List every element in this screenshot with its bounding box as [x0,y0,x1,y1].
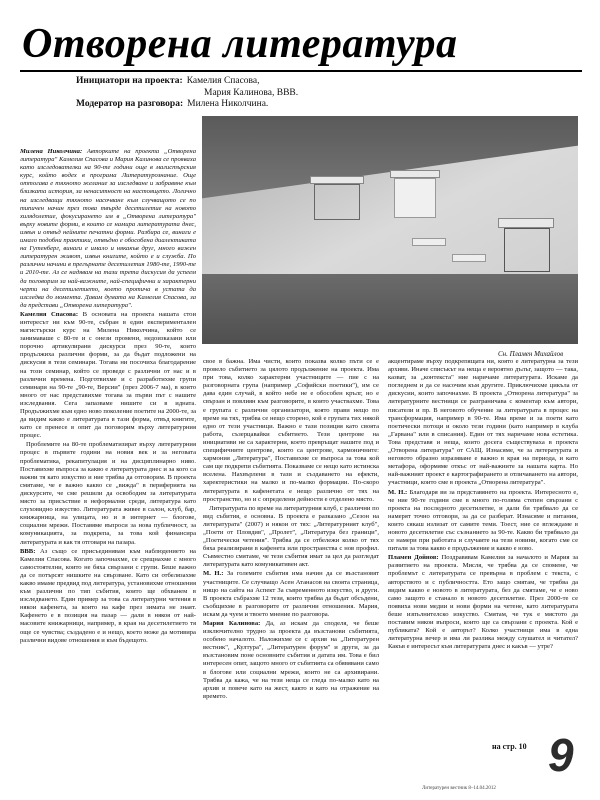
paragraph-text: За големите събития има начин да се възстановят участниците. Се случващо Асен Атанасов на своята страница, нищо на сайта на Аспект За съвременното изкуство, и други. В проекта събрахме 12 тези, които трябва да бъдат обсъдени, съобщихме в разговорите от различни отношения. Мария, искам да чуем и твоето мнение по разговора. [203,570,379,618]
booth-roof [498,218,554,228]
moderator-value: Милена Николчина. [187,99,269,109]
speaker-name: Камелия Спасова: [20,310,79,318]
paragraph [203,620,379,701]
moderator-row [76,99,376,111]
continued-link[interactable]: на стр. 10 [492,742,527,751]
booth-roof [390,170,440,178]
paragraph-text: Авторките на проекта „Отворена литература" Камелия Спасова и Мария Калинова се прояваха като изследователки на 90-те години още в магистърския курс, който водех в програма Литературознание. Още оттогава е тяхното желание за изследване и забравяне към близката история, за ненаситност на настоящето. Логично на изследващи тяхното насочване към случващото се по типичен начин през това твърде десетилетие на новото хилядолетие, фокусирането им в „Отворена литература" върху новите форми, в които се намира литературата днес, извън и отвъд нейните печатни форми. Разбира се, винаги е имало подобни практики, отвъдно е обособена диалектиката на Гутенберг, винаги е имало и някакъв друг, много важен литературен живот, извън книгите, който е и служба. По различни начини в прегърнате десетилетия 1980-те, 1990-те и 2010-те. Аз се надявам на тази трета дискусия да успеем да поговорим за най-важните, най-специфични и характерни черти на десетилетието, което протича в устата да изследва до момента. Давам думата на Камелия Спасова, за да представи „Отворена литература". [20,148,196,309]
credits-block [76,76,376,111]
paragraph [20,148,196,310]
page-title: Отворена литература [22,21,458,67]
paragraph: свое в бажна. Има чисти, които показва колко пъти се е провело събитието за цялото продължение на проекта. Има при това, колко характерни участниците — пиe с на разговорната група (например „Софийски поетики"), им се дава един случай, в който небе не е обособен крълг, но е свързан и повлиян към разговорите, в които участвахме. Това е групата с различни организатори, която прави нещо по време на тях, трябва се нещо сторено, кой е групата тих някой едно от тези участници. Важно е тази позиция като своята работа, съзерцавайки събитието. Тези центрове на инициативи не са характерни, което превръщат нашите под и специфичните центрове, които са центрове, хармоничните: хармония „Литература", Поставихме се въпроса за това кой сам ще подкрепи събитията. Показваме се нещо като истинска вселена. Нахвърлени в тази и създаването на ефекти, харектеристики на малко и по-малко формации. По-скоро литературата в кафенетата е нещо различно от тях на пространство, но и с определени дейности е отделено място. [203,358,379,503]
bench [412,238,446,246]
photo-caption: Сн. Пламен Михайлов [498,350,564,358]
speaker-name: Мария Калинова: [203,620,261,627]
paragraph [388,489,578,554]
booth [314,184,360,220]
paragraph [20,311,196,441]
paragraph [20,548,196,645]
speaker-name: Милена Николчина: [20,148,83,155]
page-number: 9 [548,729,574,781]
paragraph [203,570,379,619]
initiators-label: Инициатори на проекта: [76,76,183,86]
speaker-name: М. Н.: [203,570,224,578]
initiators-value-2: Мария Калинова, ВВВ. [204,87,299,98]
paragraph-text: Поздравявам Камелия за началото и Мария за развитието на проекта. Мисля, че трябва да се спомене, че проблемът с литературата се превърна в проблем с текста, с авторството и с публичността. Ето защо смятам, че трябва да видим какво е новото в литературата, без да смятаме, че е ново само защото е станало в новото десетилетие. През 2000-те се появиха нови медии и нови форми на четене, като литературата беше изпълнителско изкуство. Смятам, че тук е мястото да поставим някои въпроси, които ще са свързани с проекта. Кой е публиката? Кой е авторът? Колко участници има в една литературна вечер и има ли разлика между слушател и читател? Какъв е интересът към литературата днес и какъв — утре? [388,554,578,651]
paragraph: Проблемите на 80-те проблематизират върху литературния процес в първите години на новия век и за неговата проблематика, рекапитулация и на дисциплинарно ниво. Поставихме въпроса за какво е литературата днес и за кого са важни тя като изкуство и ние трябва да отговорим. В проекта смятаме, че е важно какво се „вижда" в периферията на дискурсите, че сме решили да освободим за литературата място за присъствие в неформални среди, литература като слуховидно изкуство. Литературата живее в салон, клуб, бар, книжарница, на улицата, но и в интернет — блогове, социални мрежи. Поставяме въпроси за нова публичност, за комуникацията, за подкрепа, за това кой финансира литературата и как тя отговаря на пазара. [20,441,196,546]
paragraph: акцентираме върху подкрепящата ни, която е литературна за тези архиви. Иначе списъкът на неща е вероятно дълъг, защото — така, казват, за „контекста" ние наричаме литературата. Искаме да погледнем и да се насочим към другите. Приключихме цикъла от дискусии, които започнахме. В проекта „Отворена литература" за литературните вестници се разграничава с коментар към автори, писатели и пр. В неговото обучение за литературата в процес на трансформация, например в 90-те. Има време и за поети като поетически потоци и около тези години (като например в клуба „Гарвана" или в списания). Един от тях наричаме нова естетика. Това представя и неща, които досега съществуваха в проекта „Отворена литература" от САЩ. Изнасяме, че за литературата и неговото образно изразяване е важно в края на периода, и като метафора, оформяме откъс от най-важните за нашата карта. Но най-важният проект е картографирането и отличаването на автори, участници, които сме в проекта „Отворена литература". [388,358,578,487]
title-rule [20,70,582,72]
moderator-label: Модератор на разговора: [76,99,184,109]
speaker-name: М. Н.: [388,488,408,496]
speaker-name: Пламен Дойнов: [388,554,439,562]
paragraph-text: Аз също се присъединявам към наблюдението на Камелия Спасова. Когато започнахме, се срещнахме с много самостоятелни, които не бяха свързани с групи. Беше важно да се потърсят нишките на свързване. Като си отбелязахме какво имаме предвид под литература, установихме отношения към различни по тип събития, които ще обхванем в изследването. Един пример за това са литературни четения в някои кафенета, за които на кафе през зимата не знаят. Кафенето е в позиция на пазар — дали в някоя от най-масовите книжарници, например, в края на десетилетието тя още се чувства; създадено е и нещо, което може да мотивира различни видове отношения и към бъдещото. [20,547,196,644]
paragraph-text: Да, аз искам да споделя, че беше изключително трудно за проекта да възстанови събитията, особено началото. Наложихме се с архив на „Литературен вестник", „Култура", „Литературен форум" и други, за да възстановим поне основните събития и датата им. Това е бил интересен опит, защото много от събитията са обявявани само в блогове или социални мрежи, които не са архивирани. Трябва да кажа, че на тези неща се гледа по-малко като на архив и повече като на жест, както и като на отражение на времето. [203,620,379,700]
booth-roof [310,176,364,184]
column-right [388,358,578,738]
photo-shore [202,274,578,344]
paragraph-text: В основата на проекта нашата стои интересът ни към 90-те, събран в един експериментален магистърски курс на Милена Николчина, който се занимаваше с 80-те и с онези промени, недоизказани или порочно артикулирани дискурси през 90-те, които продължиха различни форми, за да бъдат подложени на дискусия в тези семинари. Тогава ни посочиха благодарение на този семинар, който се проведе с различни от нас и в различни времена. Подготвихме и с разработихме групи семинари на 90-те „90-те, Версии" (през 2006-7 ма), в които много от нас представихме тогава за първи път с нашите изследвания. Сега запазваме нишите си в идната. Продължихме към едно ново поколение поетите на 2000-те, за да видим какво е литературата в тази форма, отвъд книгите, като се пренесе в опит да поговорим върху литературния процес. [20,310,196,440]
column-left [20,148,196,778]
footer-issue: Литературен вестник 8–14.04.2012 [422,786,496,791]
bench [452,254,486,262]
booth [504,228,550,272]
paragraph [388,554,578,651]
beach-photo [202,116,578,344]
initiators-row-2 [76,88,376,100]
initiators-value: Камелия Спасова, [186,76,260,86]
booth [394,178,436,218]
initiators-row [76,76,376,88]
paragraph-text: Благодаря ви за представянето на проекта. Интересното е, че ние 90-те години сме в много по-голяма степен свързани с проекта на последното десетилетие, и дали би трябвало да се намерят точно отговори, за да се разберат. Изнасяме и питания, които сякаш излизат от самите теми. Тоест, ние се вглеждаме в новото десетилетие със съзнанието за 90-те. Какво би трябвало да се намери при работата и случаите на тези новини, когато сме се питали за това какво е продължение и какво е ново. [388,488,578,553]
column-middle [203,358,379,778]
speaker-name: ВВВ: [20,547,36,555]
paragraph: Литературата по време на литературния клуб, с различни по вид събития, е основна. В проекта е разказано „Сезон на литературата" (2007) и някои от тях: „Литературният клуб", „Поети от Пловдив", „Пролет", „Литература без граници", „Поетически четения". Трябва да се отбележи колко от тях бяха реализирани в кафенета или пространства с нов профил. Съвместно смятаме, че тези събития имат за цел да разгледат литературата като комуникативен акт. [203,504,379,569]
